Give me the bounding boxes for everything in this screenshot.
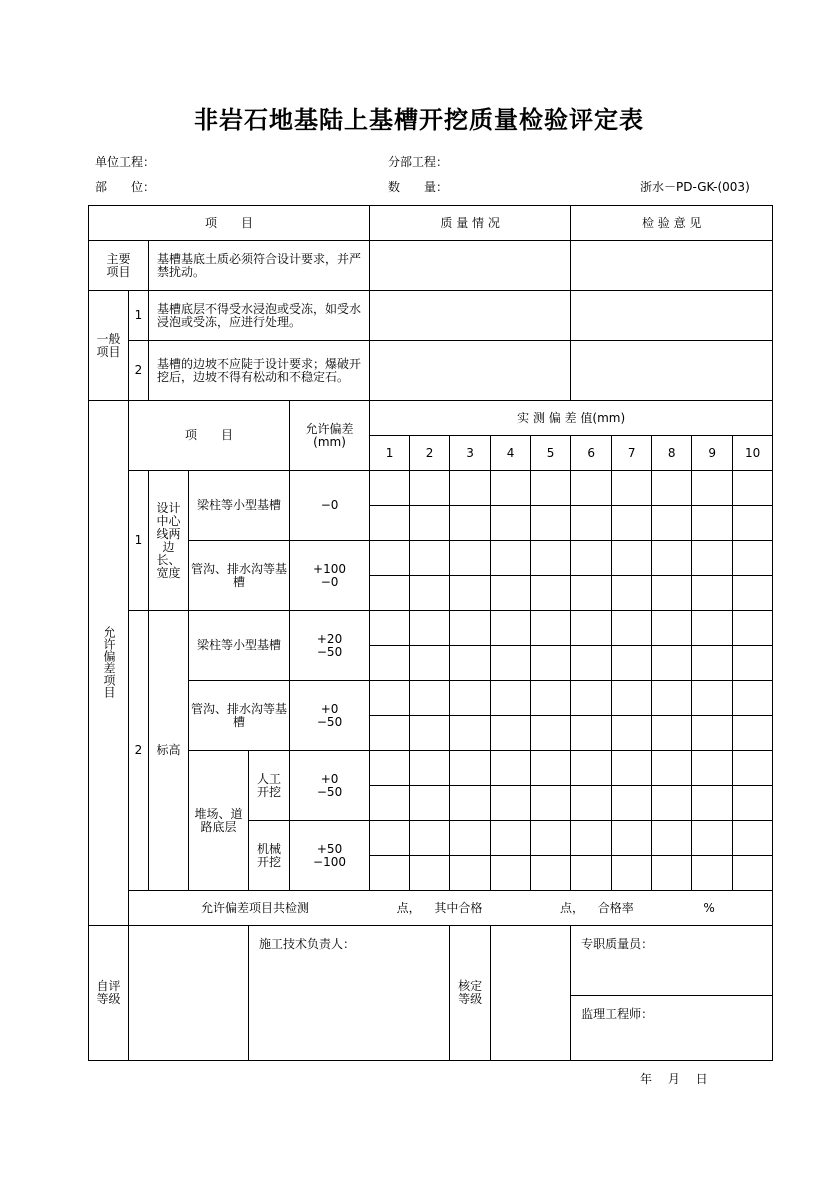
- measure-cell[interactable]: [410, 646, 450, 681]
- main-item-label: [89, 241, 149, 291]
- self-eval-grade-cell[interactable]: [129, 926, 249, 1061]
- measure-cell[interactable]: [491, 786, 531, 821]
- measure-cell[interactable]: [370, 786, 410, 821]
- general-item-label: [89, 291, 129, 401]
- general-row-quality-cell[interactable]: [370, 291, 571, 341]
- measure-cell[interactable]: [450, 541, 491, 576]
- location-label: 部 位：: [95, 180, 156, 194]
- summary-percent: %: [703, 900, 715, 915]
- measure-cell[interactable]: [612, 611, 652, 646]
- measure-cell[interactable]: [692, 541, 733, 576]
- row-trench: [189, 541, 290, 611]
- measured-col-4: 4: [491, 436, 531, 471]
- header-quality: 质 量 情 况: [370, 206, 571, 241]
- measured-col-7: 7: [612, 436, 652, 471]
- tech-lead-cell[interactable]: [249, 926, 450, 1061]
- measure-cell[interactable]: [733, 716, 773, 751]
- measure-cell[interactable]: [733, 576, 773, 611]
- measure-cell[interactable]: [410, 681, 450, 716]
- main-item-quality-cell[interactable]: [370, 241, 571, 291]
- measure-cell[interactable]: [491, 541, 531, 576]
- measure-cell[interactable]: [652, 751, 692, 786]
- measure-cell[interactable]: [733, 681, 773, 716]
- measure-cell[interactable]: [450, 856, 491, 891]
- summary-points-1: 点，: [396, 900, 421, 915]
- measured-col-2: 2: [410, 436, 450, 471]
- row-machine-text: 机械开挖: [256, 841, 281, 869]
- measure-cell[interactable]: [571, 716, 612, 751]
- deviation-item-header: 项 目: [129, 401, 290, 471]
- row-small-pit: 梁柱等小型基槽: [189, 611, 290, 681]
- allow-value-upper: +0: [320, 701, 339, 716]
- measure-cell[interactable]: [652, 681, 692, 716]
- general-row-no: 1: [129, 291, 149, 341]
- measure-cell[interactable]: [531, 576, 571, 611]
- row-trench-text: 管沟、排水沟等基槽: [191, 561, 288, 589]
- measured-col-10: 10: [733, 436, 773, 471]
- measure-cell[interactable]: [692, 646, 733, 681]
- measure-cell[interactable]: [652, 541, 692, 576]
- allow-value: −0: [290, 471, 370, 541]
- measure-cell[interactable]: [450, 681, 491, 716]
- summary-total: 允许偏差项目共检测: [201, 900, 310, 915]
- measured-col-1: 1: [370, 436, 410, 471]
- general-row-text: 基槽底层不得受水浸泡或受冻，如受水浸泡或受冻，应进行处理。: [149, 291, 370, 341]
- measure-cell[interactable]: [450, 611, 491, 646]
- measure-cell[interactable]: [531, 541, 571, 576]
- measure-cell[interactable]: [370, 646, 410, 681]
- measure-cell[interactable]: [652, 471, 692, 506]
- measure-cell[interactable]: [733, 611, 773, 646]
- general-row-quality-cell[interactable]: [370, 341, 571, 401]
- measure-cell[interactable]: [571, 506, 612, 541]
- general-item-label-text: 一般项目: [96, 331, 121, 359]
- measure-cell[interactable]: [410, 611, 450, 646]
- measure-cell[interactable]: [692, 856, 733, 891]
- measure-cell[interactable]: [450, 576, 491, 611]
- measure-cell[interactable]: [652, 646, 692, 681]
- measure-cell[interactable]: [531, 611, 571, 646]
- yard-label: [189, 751, 249, 891]
- allow-value: [290, 611, 370, 681]
- summary-row: [129, 891, 773, 926]
- supervisor-label: 监理工程师：: [581, 1007, 654, 1021]
- row-manual-text: 人工开挖: [256, 771, 281, 799]
- measured-col-9: 9: [692, 436, 733, 471]
- measure-cell[interactable]: [652, 576, 692, 611]
- measure-cell[interactable]: [531, 681, 571, 716]
- verify-grade-cell[interactable]: [491, 926, 571, 1061]
- measure-cell[interactable]: [612, 471, 652, 506]
- measure-cell[interactable]: [692, 611, 733, 646]
- row-trench: [189, 681, 290, 751]
- summary-points-2: 点，: [560, 900, 585, 915]
- measure-cell[interactable]: [571, 821, 612, 856]
- measure-cell[interactable]: [491, 856, 531, 891]
- group1-name: [149, 471, 189, 611]
- measure-cell[interactable]: [571, 471, 612, 506]
- measure-cell[interactable]: [531, 471, 571, 506]
- yard-label-text: 堆场、道路底层: [194, 806, 243, 834]
- measure-cell[interactable]: [531, 786, 571, 821]
- measure-cell[interactable]: [491, 471, 531, 506]
- allow-value-lower: −0: [320, 574, 339, 589]
- measured-col-8: 8: [652, 436, 692, 471]
- measure-cell[interactable]: [491, 646, 531, 681]
- measure-cell[interactable]: [491, 506, 531, 541]
- measure-cell[interactable]: [612, 786, 652, 821]
- measure-cell[interactable]: [692, 716, 733, 751]
- measure-cell[interactable]: [733, 646, 773, 681]
- main-item-text: 基槽基底土质必须符合设计要求，并严禁扰动。: [149, 241, 370, 291]
- measure-cell[interactable]: [652, 856, 692, 891]
- measure-cell[interactable]: [410, 751, 450, 786]
- allow-value: [290, 751, 370, 821]
- group2-name: 标高: [149, 611, 189, 891]
- general-row-no: 2: [129, 341, 149, 401]
- measure-cell[interactable]: [571, 611, 612, 646]
- measure-cell[interactable]: [692, 821, 733, 856]
- allow-value-lower: −50: [316, 644, 343, 659]
- measure-cell[interactable]: [410, 856, 450, 891]
- measure-cell[interactable]: [733, 751, 773, 786]
- allow-value-upper: +50: [316, 841, 343, 856]
- measure-cell[interactable]: [410, 716, 450, 751]
- tech-lead-label: 施工技术负责人：: [259, 937, 356, 951]
- allow-unit: (mm): [313, 434, 346, 449]
- measure-cell[interactable]: [370, 506, 410, 541]
- measure-cell[interactable]: [571, 786, 612, 821]
- measure-cell[interactable]: [571, 751, 612, 786]
- sub-project-label: 分部工程：: [388, 155, 449, 169]
- quality-officer-label: 专职质量员：: [581, 937, 654, 951]
- measure-cell[interactable]: [652, 611, 692, 646]
- allow-value-lower: −100: [313, 854, 347, 869]
- measure-cell[interactable]: [531, 506, 571, 541]
- measure-cell[interactable]: [450, 506, 491, 541]
- group2-no: 2: [129, 611, 149, 891]
- form-code: 浙水－PD-GK-(003): [640, 180, 750, 194]
- general-row-opinion-cell[interactable]: [571, 341, 773, 401]
- measure-cell[interactable]: [612, 506, 652, 541]
- measure-cell[interactable]: [531, 821, 571, 856]
- measure-cell[interactable]: [571, 576, 612, 611]
- allow-value: [290, 681, 370, 751]
- allow-value: [290, 821, 370, 891]
- measure-cell[interactable]: [531, 856, 571, 891]
- measured-col-5: 5: [531, 436, 571, 471]
- measure-cell[interactable]: [410, 786, 450, 821]
- header-opinion: 检 验 意 见: [571, 206, 773, 241]
- measure-cell[interactable]: [370, 681, 410, 716]
- measure-cell[interactable]: [652, 786, 692, 821]
- measure-cell[interactable]: [450, 471, 491, 506]
- main-item-label-text: 主要项目: [106, 251, 131, 279]
- deviation-label-text: 允许偏差项目: [102, 625, 116, 698]
- measure-cell[interactable]: [733, 506, 773, 541]
- measure-cell[interactable]: [733, 856, 773, 891]
- measure-cell[interactable]: [612, 821, 652, 856]
- measure-cell[interactable]: [612, 646, 652, 681]
- measure-cell[interactable]: [692, 471, 733, 506]
- measure-cell[interactable]: [652, 716, 692, 751]
- measure-cell[interactable]: [692, 576, 733, 611]
- quantity-label: 数 量：: [388, 180, 449, 194]
- measure-cell[interactable]: [733, 541, 773, 576]
- measure-cell[interactable]: [652, 821, 692, 856]
- measure-cell[interactable]: [692, 751, 733, 786]
- main-item-opinion-cell[interactable]: [571, 241, 773, 291]
- allow-label: 允许偏差: [305, 421, 354, 436]
- row-small-pit: 梁柱等小型基槽: [189, 471, 290, 541]
- measure-cell[interactable]: [571, 681, 612, 716]
- measure-cell[interactable]: [370, 611, 410, 646]
- measure-cell[interactable]: [612, 716, 652, 751]
- measure-cell[interactable]: [491, 751, 531, 786]
- verify-label: [450, 926, 491, 1061]
- measure-cell[interactable]: [450, 786, 491, 821]
- row-manual: [249, 751, 290, 821]
- measure-cell[interactable]: [370, 541, 410, 576]
- measured-col-3: 3: [450, 436, 491, 471]
- measure-cell[interactable]: [450, 716, 491, 751]
- measure-cell[interactable]: [491, 716, 531, 751]
- measure-cell[interactable]: [531, 751, 571, 786]
- measure-cell[interactable]: [612, 576, 652, 611]
- measure-cell[interactable]: [410, 576, 450, 611]
- measured-col-6: 6: [571, 436, 612, 471]
- allow-value-lower: −50: [316, 784, 343, 799]
- allow-header: [290, 401, 370, 471]
- measure-cell[interactable]: [571, 541, 612, 576]
- measure-cell[interactable]: [491, 611, 531, 646]
- measure-cell[interactable]: [370, 856, 410, 891]
- measure-cell[interactable]: [571, 856, 612, 891]
- measure-cell[interactable]: [692, 681, 733, 716]
- measure-cell[interactable]: [612, 681, 652, 716]
- self-eval-label: [89, 926, 129, 1061]
- measure-cell[interactable]: [370, 821, 410, 856]
- measure-cell[interactable]: [531, 716, 571, 751]
- measure-cell[interactable]: [531, 646, 571, 681]
- measure-cell[interactable]: [410, 471, 450, 506]
- measure-cell[interactable]: [692, 506, 733, 541]
- measure-cell[interactable]: [733, 821, 773, 856]
- measured-header: 实 测 偏 差 值(mm): [370, 401, 773, 436]
- quality-officer-cell[interactable]: [571, 926, 773, 996]
- group1-no: 1: [129, 471, 149, 611]
- general-row-opinion-cell[interactable]: [571, 291, 773, 341]
- measure-cell[interactable]: [410, 541, 450, 576]
- supervisor-cell[interactable]: [571, 996, 773, 1061]
- measure-cell[interactable]: [450, 821, 491, 856]
- measure-cell[interactable]: [491, 576, 531, 611]
- general-row-text: 基槽的边坡不应陡于设计要求；爆破开挖后，边坡不得有松动和不稳定石。: [149, 341, 370, 401]
- row-trench-text: 管沟、排水沟等基槽: [191, 701, 288, 729]
- measure-cell[interactable]: [450, 646, 491, 681]
- measure-cell[interactable]: [612, 541, 652, 576]
- measure-cell[interactable]: [370, 471, 410, 506]
- measure-cell[interactable]: [733, 471, 773, 506]
- measure-cell[interactable]: [370, 716, 410, 751]
- measure-cell[interactable]: [491, 821, 531, 856]
- header-item: 项 目: [89, 206, 370, 241]
- deviation-label: [89, 401, 129, 926]
- allow-value-upper: +100: [313, 561, 347, 576]
- measure-cell[interactable]: [612, 856, 652, 891]
- row-machine: [249, 821, 290, 891]
- date-line: 年 月 日: [640, 1072, 708, 1086]
- self-eval-label-text: 自评等级: [96, 979, 121, 1006]
- page-title: 非岩石地基陆上基槽开挖质量检验评定表: [194, 106, 644, 134]
- allow-value: [290, 541, 370, 611]
- measure-cell[interactable]: [450, 751, 491, 786]
- inspection-table: [88, 205, 773, 1061]
- measure-cell[interactable]: [410, 506, 450, 541]
- summary-rate: 合格率: [597, 900, 634, 915]
- unit-project-label: 单位工程：: [95, 155, 156, 169]
- measure-cell[interactable]: [410, 821, 450, 856]
- allow-value-upper: +20: [316, 631, 343, 646]
- allow-value-lower: −50: [316, 714, 343, 729]
- summary-qualified: 其中合格: [434, 900, 483, 915]
- measure-cell[interactable]: [612, 751, 652, 786]
- measure-cell[interactable]: [652, 506, 692, 541]
- measure-cell[interactable]: [491, 681, 531, 716]
- group1-name-text: 设计中心线两边长、宽度: [156, 500, 181, 580]
- measure-cell[interactable]: [370, 576, 410, 611]
- verify-label-text: 核定等级: [458, 979, 483, 1006]
- measure-cell[interactable]: [370, 751, 410, 786]
- measure-cell[interactable]: [692, 786, 733, 821]
- measure-cell[interactable]: [571, 646, 612, 681]
- allow-value-upper: +0: [320, 771, 339, 786]
- measure-cell[interactable]: [733, 786, 773, 821]
